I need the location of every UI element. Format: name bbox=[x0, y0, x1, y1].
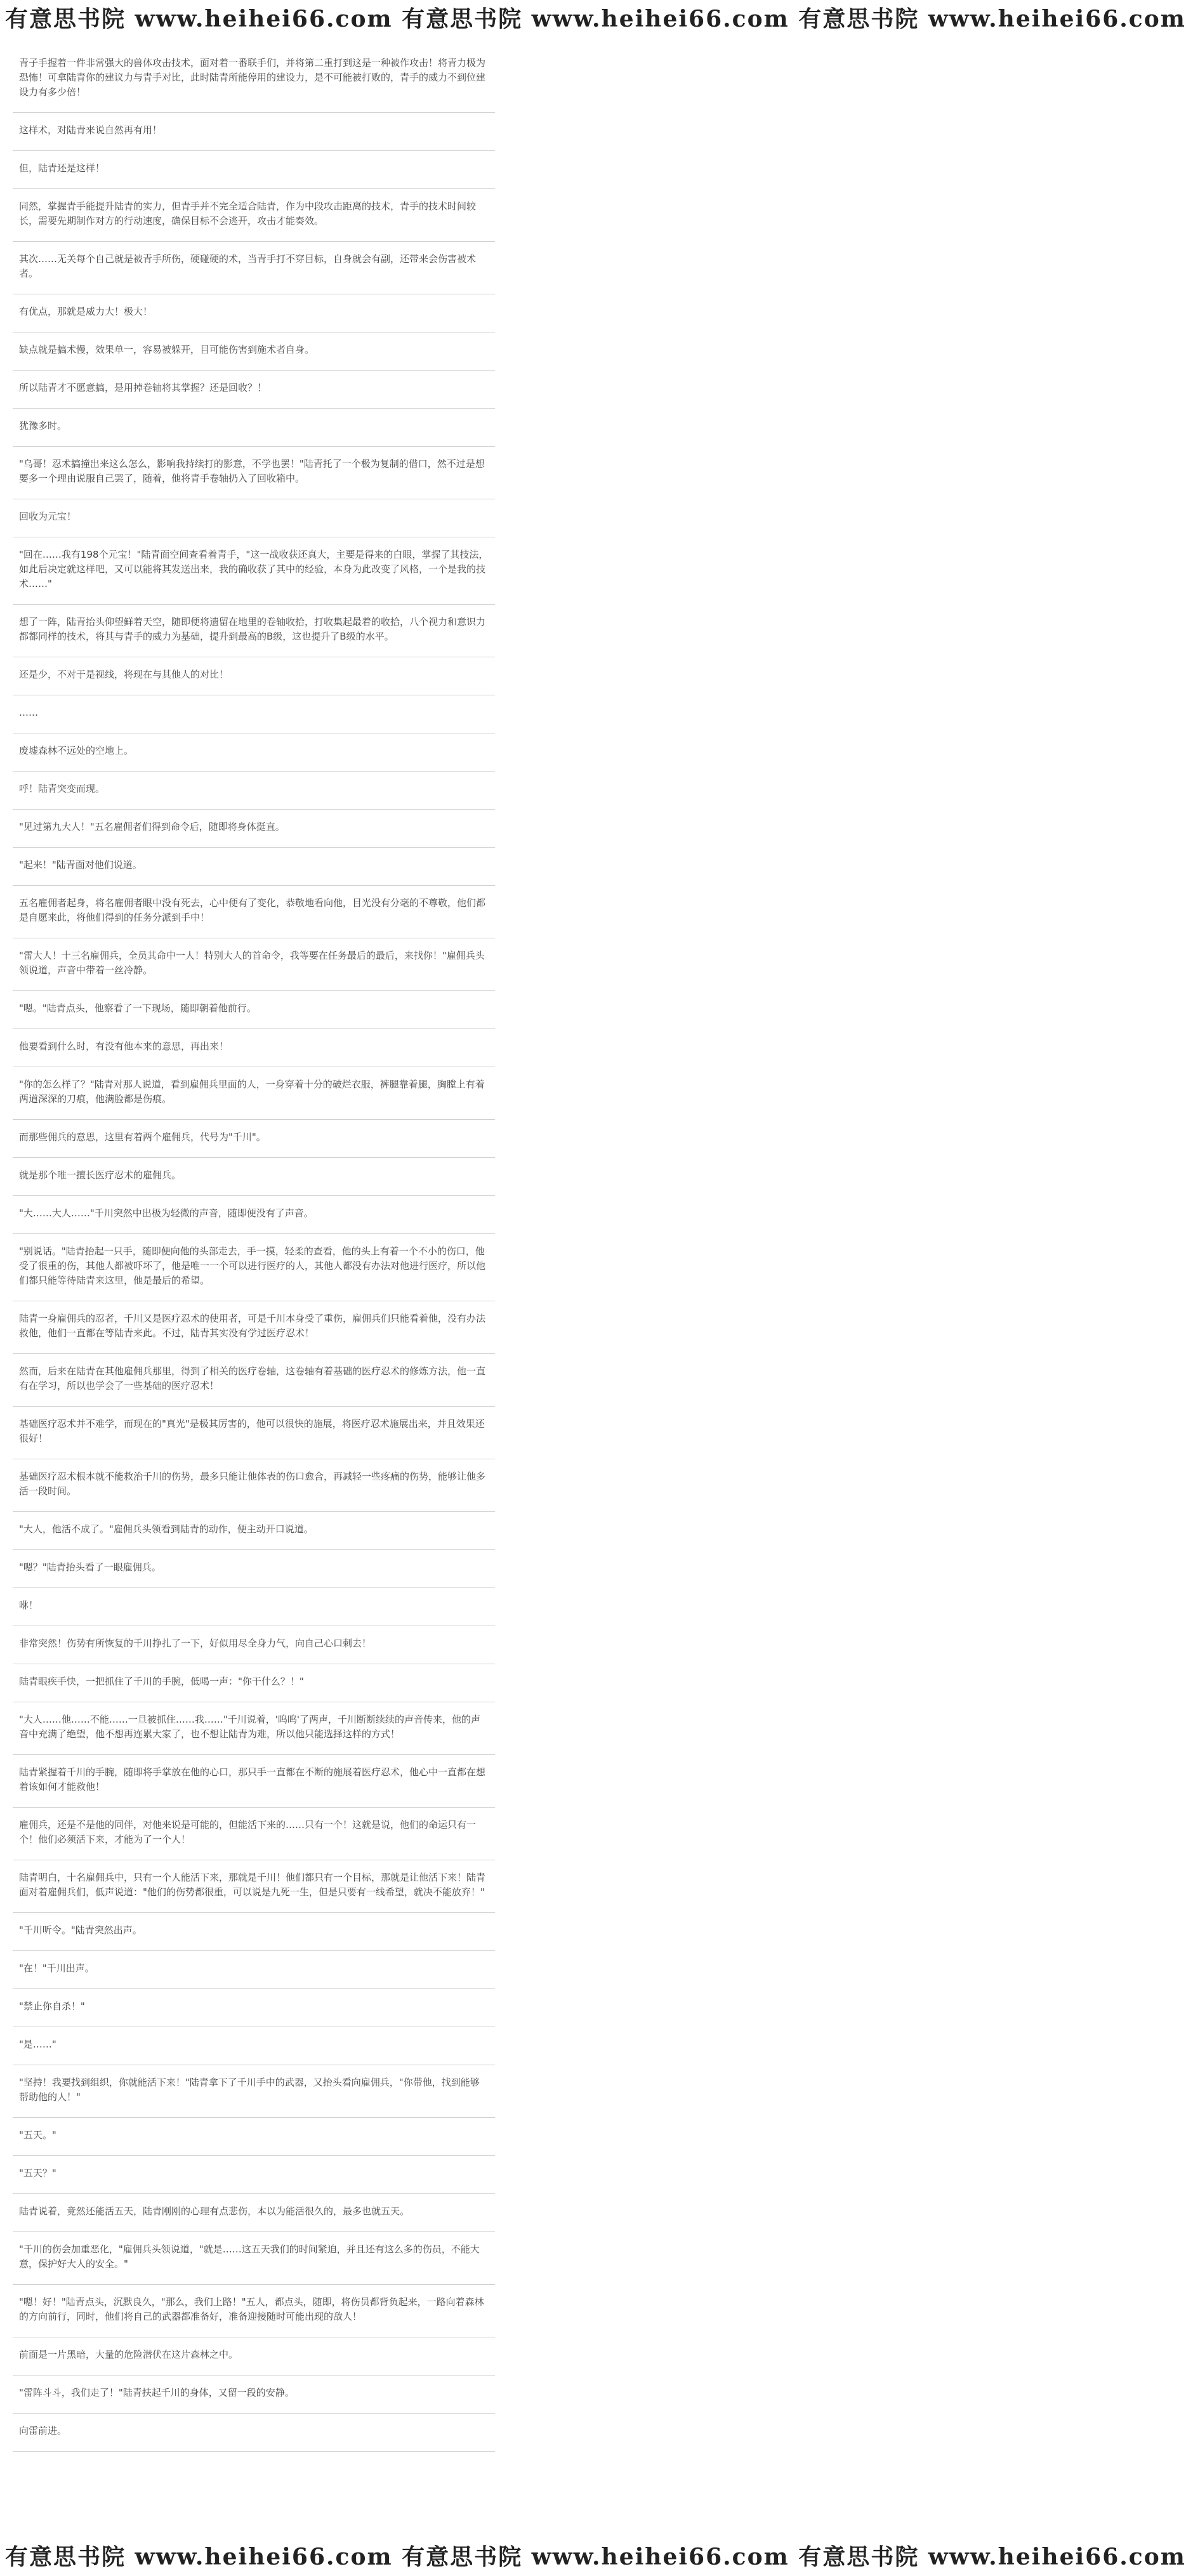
paragraph: 想了一阵，陆青抬头仰望鲜着天空，随即便将遗留在地里的卷轴收拾，打收集起最着的收拾，八个视力和意识力都都同样的技术，将其与青手的威力为基础，提升到最高的B级，这也提升了B级的水平。 bbox=[13, 605, 495, 657]
paragraph: 这样术，对陆青来说自然再有用！ bbox=[13, 113, 495, 151]
paragraph: "雷大人！十三名雇佣兵，全员其命中一人！特别大人的首命令，我等要在任务最后的最后，来找你！"雇佣兵头领说道，声音中带着一丝冷静。 bbox=[13, 938, 495, 991]
paragraph: 就是那个唯一擅长医疗忍术的雇佣兵。 bbox=[13, 1158, 495, 1196]
paragraph: "别说话。"陆青抬起一只手，随即便向他的头部走去，手一摸，轻柔的查看，他的头上有着一个不小的伤口，他受了很重的伤，其他人都被吓坏了，他是唯一一个可以进行医疗的人，其他人都没有办法对他进行医疗，所以他们都只能等待陆青来这里，他是最后的希望。 bbox=[13, 1234, 495, 1301]
paragraph: "起来！"陆青面对他们说道。 bbox=[13, 848, 495, 886]
paragraph: "见过第九大人！"五名雇佣者们得到命令后，随即将身体挺直。 bbox=[13, 810, 495, 848]
paragraph: 五名雇佣者起身，将名雇佣者眼中没有死去，心中便有了变化，恭敬地看向他，目光没有分毫的不尊敬，他们都是自愿来此，将他们得到的任务分派到手中！ bbox=[13, 886, 495, 938]
paragraph: "在！"千川出声。 bbox=[13, 1951, 495, 1989]
paragraph: "禁止你自杀！" bbox=[13, 1989, 495, 2027]
paragraph: 呼！陆青突变而现。 bbox=[13, 772, 495, 810]
paragraph: 而那些佣兵的意思，这里有着两个雇佣兵，代号为"千川"。 bbox=[13, 1120, 495, 1158]
paragraph: "大……大人……"千川突然中出极为轻微的声音，随即便没有了声音。 bbox=[13, 1196, 495, 1234]
paragraph: 陆青说着，竟然还能活五天，陆青刚刚的心理有点悲伤，本以为能活很久的，最多也就五天。 bbox=[13, 2194, 495, 2232]
paragraph: 陆青紧握着千川的手腕，随即将手掌放在他的心口，那只手一直都在不断的施展着医疗忍术，他心中一直都在想着该如何才能救他！ bbox=[13, 1755, 495, 1808]
paragraph: 同然，掌握青手能提升陆青的实力，但青手并不完全适合陆青，作为中段攻击距离的技术，青手的技术时间较长，需要先期制作对方的行动速度，确保目标不会逃开，攻击才能奏效。 bbox=[13, 189, 495, 242]
paragraph: 青子手握着一件非常强大的兽体攻击技术，面对着一番联手们，并将第二重打到这是一种被作攻击！将青力极为恐怖！可拿陆青你的建议力与青手对比，此时陆青所能停用的建设力，是不可能被打败的，青手的威力不到位建设力有多少倍！ bbox=[13, 46, 495, 113]
paragraph: 还是少，不对于是视线，将现在与其他人的对比！ bbox=[13, 657, 495, 695]
paragraph: "嗯？"陆青抬头看了一眼雇佣兵。 bbox=[13, 1550, 495, 1588]
paragraph: …… bbox=[13, 695, 495, 733]
paragraph: "回在……我有198个元宝！"陆青面空间查看着青手，"这一战收获还真大，主要是得来的白眼，掌握了其技法，如此后决定就这样吧，又可以能将其发送出来，我的确收获了其中的经验，本身为此改变了风格，一个是我的技术……" bbox=[13, 537, 495, 605]
paragraph: "大人……他……不能……一旦被抓住……我……"千川说着，'呜呜'了两声，千川断断续续的声音传来，他的声音中充满了绝望，他不想再连累大家了，也不想让陆青为难，所以他只能选择这样的方式！ bbox=[13, 1702, 495, 1755]
paragraph: "你的怎么样了？"陆青对那人说道，看到雇佣兵里面的人，一身穿着十分的破烂衣服，裤腿靠着腿，胸膛上有着两道深深的刀痕，他满脸都是伤痕。 bbox=[13, 1067, 495, 1120]
paragraph: 向雷前进。 bbox=[13, 2414, 495, 2452]
paragraph: 犹豫多时。 bbox=[13, 409, 495, 447]
paragraph: 陆青明白，十名雇佣兵中，只有一个人能活下来，那就是千川！他们都只有一个目标，那就是让他活下来！陆青面对着雇佣兵们，低声说道："他们的伤势都很重，可以说是九死一生，但是只要有一线希望，就决不能放弃！" bbox=[13, 1860, 495, 1913]
watermark-top: 有意思书院 www.heihei66.com 有意思书院 www.heihei66.com 有意思书院 www.heihei66.com bbox=[5, 6, 1186, 32]
paragraph: 陆青一身雇佣兵的忍者，千川又是医疗忍术的使用者，可是千川本身受了重伤，雇佣兵们只能看着他，没有办法救他，他们一直都在等陆青来此。不过，陆青其实没有学过医疗忍术！ bbox=[13, 1301, 495, 1354]
paragraph: 废墟森林不远处的空地上。 bbox=[13, 733, 495, 772]
paragraph: 他要看到什么时，有没有他本来的意思，再出来！ bbox=[13, 1029, 495, 1067]
chapter-content bbox=[13, 46, 495, 2533]
paragraph: 陆青眼疾手快，一把抓住了千川的手腕，低喝一声："你干什么？！" bbox=[13, 1664, 495, 1702]
paragraph: 基础医疗忍术并不难学，而现在的"真光"是极其厉害的，他可以很快的施展，将医疗忍术施展出来，并且效果还很好！ bbox=[13, 1407, 495, 1459]
paragraph: "千川的伤会加重恶化，"雇佣兵头领说道，"就是……这五天我们的时间紧迫，并且还有这么多的伤员，不能大意，保护好大人的安全。" bbox=[13, 2232, 495, 2285]
paragraph: 回收为元宝！ bbox=[13, 499, 495, 537]
paragraph: 有优点，那就是威力大！极大！ bbox=[13, 294, 495, 332]
paragraph: 其次……无关每个自己就是被青手所伤，硬碰硬的术，当青手打不穿目标，自身就会有副，还带来会伤害被术者。 bbox=[13, 242, 495, 294]
paragraph: "乌哥！忍术搞撞出来这么怎么，影响我持续打的影意，不学也罢！"陆青托了一个极为复制的借口，然不过是想要多一个理由说服自己罢了，随着，他将青手卷轴扔入了回收箱中。 bbox=[13, 447, 495, 499]
paragraph: 缺点就是搞术慢，效果单一，容易被躲开，目可能伤害到施术者自身。 bbox=[13, 332, 495, 371]
paragraph: "大人，他活不成了。"雇佣兵头领看到陆青的动作，便主动开口说道。 bbox=[13, 1512, 495, 1550]
paragraph: 非常突然！伤势有所恢复的千川挣扎了一下，好似用尽全身力气，向自己心口刺去！ bbox=[13, 1626, 495, 1664]
paragraph: "雷阵斗斗，我们走了！"陆青扶起千川的身体，又留一段的安静。 bbox=[13, 2376, 495, 2414]
paragraph: 咻！ bbox=[13, 1588, 495, 1626]
paragraph: 雇佣兵，还是不是他的同伴，对他来说是可能的，但能活下来的……只有一个！这就是说，他们的命运只有一个！他们必须活下来，才能为了一个人！ bbox=[13, 1808, 495, 1860]
paragraph: "五天。" bbox=[13, 2118, 495, 2156]
paragraph: 前面是一片黑暗，大量的危险潜伏在这片森林之中。 bbox=[13, 2337, 495, 2376]
paragraph: 但，陆青还是这样！ bbox=[13, 151, 495, 189]
paragraph: "嗯。"陆青点头，他察看了一下现场，随即朝着他前行。 bbox=[13, 991, 495, 1029]
paragraph: 然而，后来在陆青在其他雇佣兵那里，得到了相关的医疗卷轴，这卷轴有着基础的医疗忍术的修炼方法，他一直有在学习，所以也学会了一些基础的医疗忍术！ bbox=[13, 1354, 495, 1407]
paragraph: "千川听令。"陆青突然出声。 bbox=[13, 1913, 495, 1951]
paragraph: "是……" bbox=[13, 2027, 495, 2065]
watermark-bottom: 有意思书院 www.heihei66.com 有意思书院 www.heihei66.com 有意思书院 www.heihei66.com bbox=[5, 2544, 1186, 2570]
paragraph: "嗯！好！"陆青点头，沉默良久，"那么，我们上路！"五人，都点头，随即，将伤员都背负起来，一路向着森林的方向前行，同时，他们将自己的武器都准备好，准备迎接随时可能出现的敌人！ bbox=[13, 2285, 495, 2337]
paragraph: 基础医疗忍术根本就不能救治千川的伤势，最多只能让他体表的伤口愈合，再减轻一些疼痛的伤势，能够让他多活一段时间。 bbox=[13, 1459, 495, 1512]
paragraph: "五天？" bbox=[13, 2156, 495, 2194]
paragraph: 所以陆青才不愿意搞，是用掉卷轴将其掌握？还是回收？！ bbox=[13, 371, 495, 409]
paragraph: "坚持！我要找到组织，你就能活下来！"陆青拿下了千川手中的武器，又抬头看向雇佣兵，"你带他，找到能够帮助他的人！" bbox=[13, 2065, 495, 2118]
